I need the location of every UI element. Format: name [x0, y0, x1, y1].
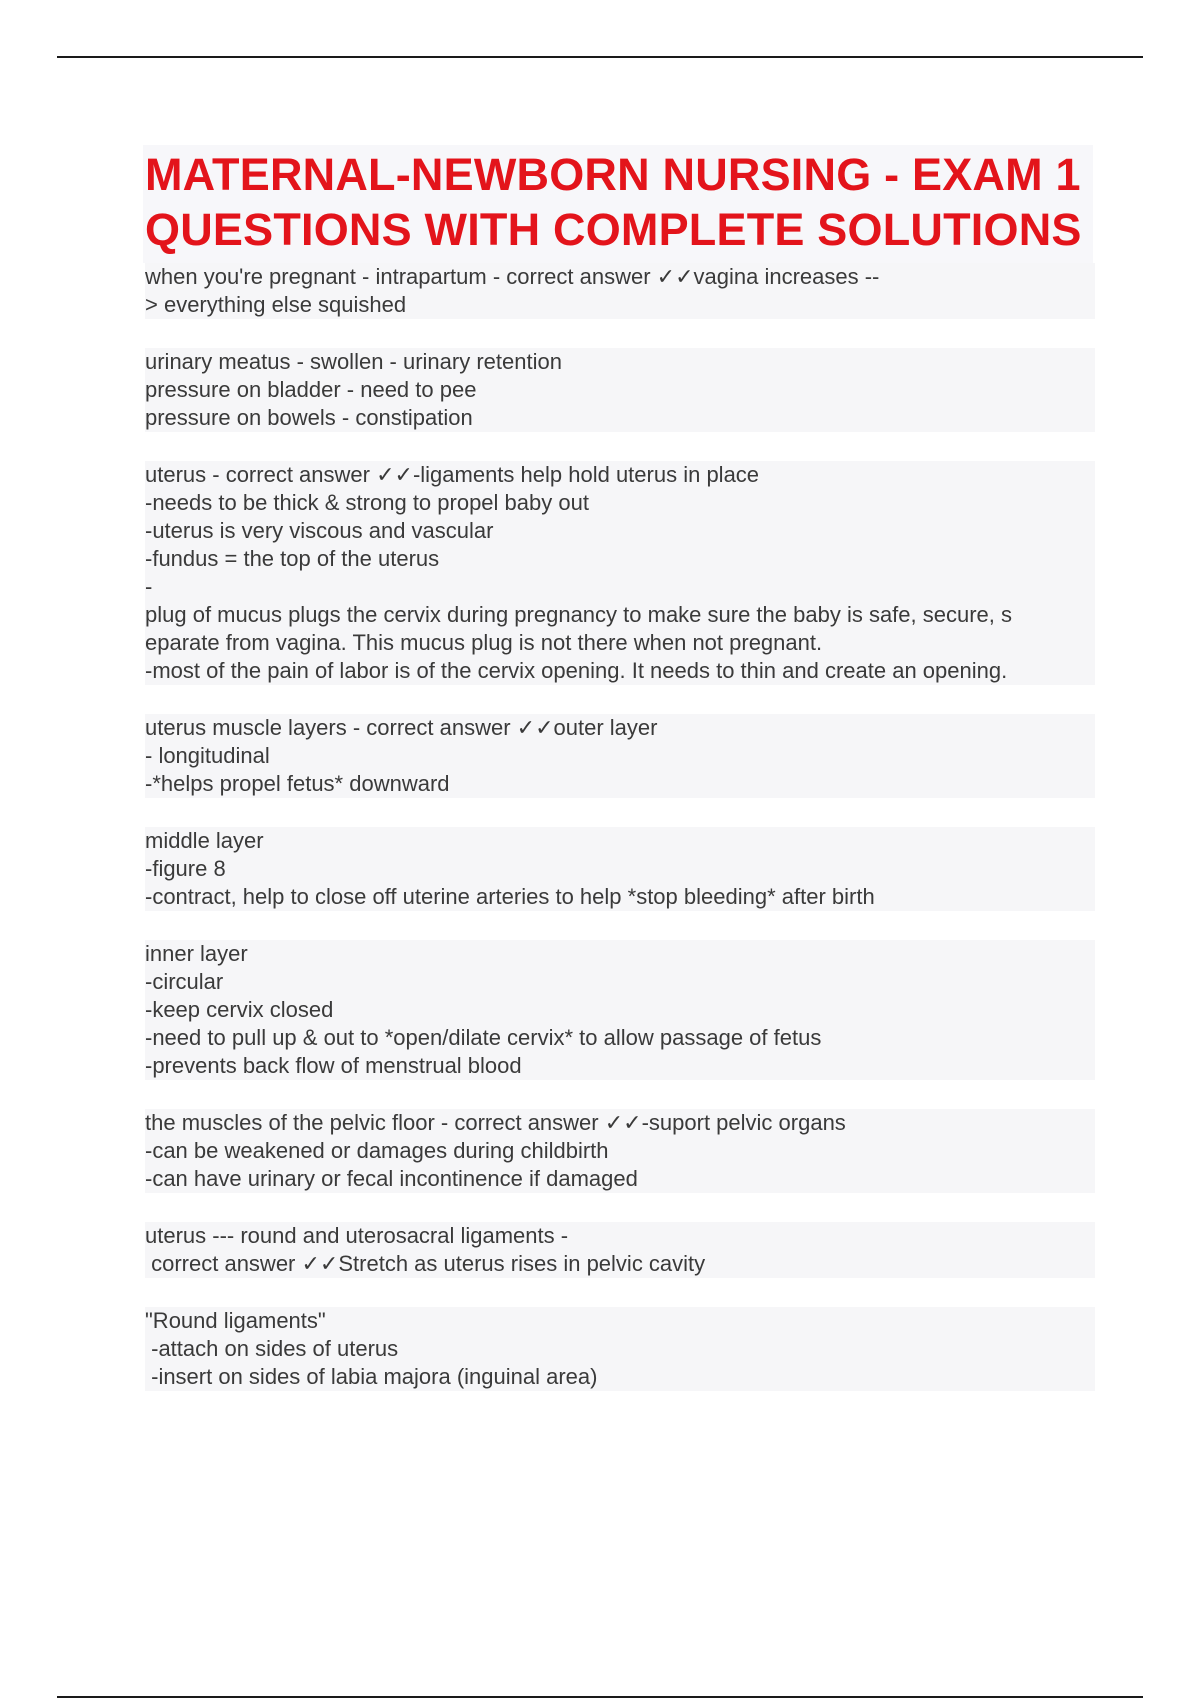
paragraph — [145, 1109, 1095, 1193]
paragraph — [145, 714, 1095, 798]
paragraph — [145, 1222, 1095, 1278]
paragraph — [145, 348, 1095, 432]
text-line: eparate from vagina. This mucus plug is not there when not pregnant. — [145, 629, 1095, 657]
text-line: -needs to be thick & strong to propel baby out — [145, 489, 1095, 517]
text-line: - longitudinal — [145, 742, 1095, 770]
text-line: -insert on sides of labia majora (inguinal area) — [145, 1363, 1095, 1391]
text-line: > everything else squished — [145, 291, 1095, 319]
paragraph — [145, 940, 1095, 1080]
bottom-rule — [57, 1696, 1143, 1698]
paragraph — [145, 1307, 1095, 1391]
text-line: -circular — [145, 968, 1095, 996]
text-line: pressure on bladder - need to pee — [145, 376, 1095, 404]
text-line: -contract, help to close off uterine arteries to help *stop bleeding* after birth — [145, 883, 1095, 911]
top-rule — [57, 56, 1143, 58]
text-line: uterus muscle layers - correct answer ✓✓outer layer — [145, 714, 1095, 742]
paragraph — [145, 461, 1095, 685]
text-line: -*helps propel fetus* downward — [145, 770, 1095, 798]
document-body — [145, 263, 1095, 1391]
text-line: middle layer — [145, 827, 1095, 855]
text-line: -figure 8 — [145, 855, 1095, 883]
text-line: -fundus = the top of the uterus — [145, 545, 1095, 573]
paragraph — [145, 263, 1095, 319]
text-line: -uterus is very viscous and vascular — [145, 517, 1095, 545]
text-line: "Round ligaments" — [145, 1307, 1095, 1335]
title-box — [143, 145, 1093, 263]
text-line: inner layer — [145, 940, 1095, 968]
paragraph — [145, 827, 1095, 911]
text-line: correct answer ✓✓Stretch as uterus rises in pelvic cavity — [145, 1250, 1095, 1278]
document-content — [145, 145, 1095, 1391]
text-line: -prevents back flow of menstrual blood — [145, 1052, 1095, 1080]
text-line: -attach on sides of uterus — [145, 1335, 1095, 1363]
text-line: -can be weakened or damages during childbirth — [145, 1137, 1095, 1165]
text-line: the muscles of the pelvic floor - correct answer ✓✓-suport pelvic organs — [145, 1109, 1095, 1137]
text-line: uterus - correct answer ✓✓-ligaments help hold uterus in place — [145, 461, 1095, 489]
text-line: plug of mucus plugs the cervix during pregnancy to make sure the baby is safe, secure, s — [145, 601, 1095, 629]
text-line: when you're pregnant - intrapartum - correct answer ✓✓vagina increases -- — [145, 263, 1095, 291]
text-line: pressure on bowels - constipation — [145, 404, 1095, 432]
text-line: -need to pull up & out to *open/dilate cervix* to allow passage of fetus — [145, 1024, 1095, 1052]
text-line: uterus --- round and uterosacral ligaments - — [145, 1222, 1095, 1250]
text-line: urinary meatus - swollen - urinary retention — [145, 348, 1095, 376]
text-line: - — [145, 573, 1095, 601]
text-line: -keep cervix closed — [145, 996, 1095, 1024]
text-line: -most of the pain of labor is of the cervix opening. It needs to thin and create an opening. — [145, 657, 1095, 685]
document-title: MATERNAL-NEWBORN NURSING - EXAM 1 QUESTIONS WITH COMPLETE SOLUTIONS — [145, 149, 1082, 255]
text-line: -can have urinary or fecal incontinence if damaged — [145, 1165, 1095, 1193]
